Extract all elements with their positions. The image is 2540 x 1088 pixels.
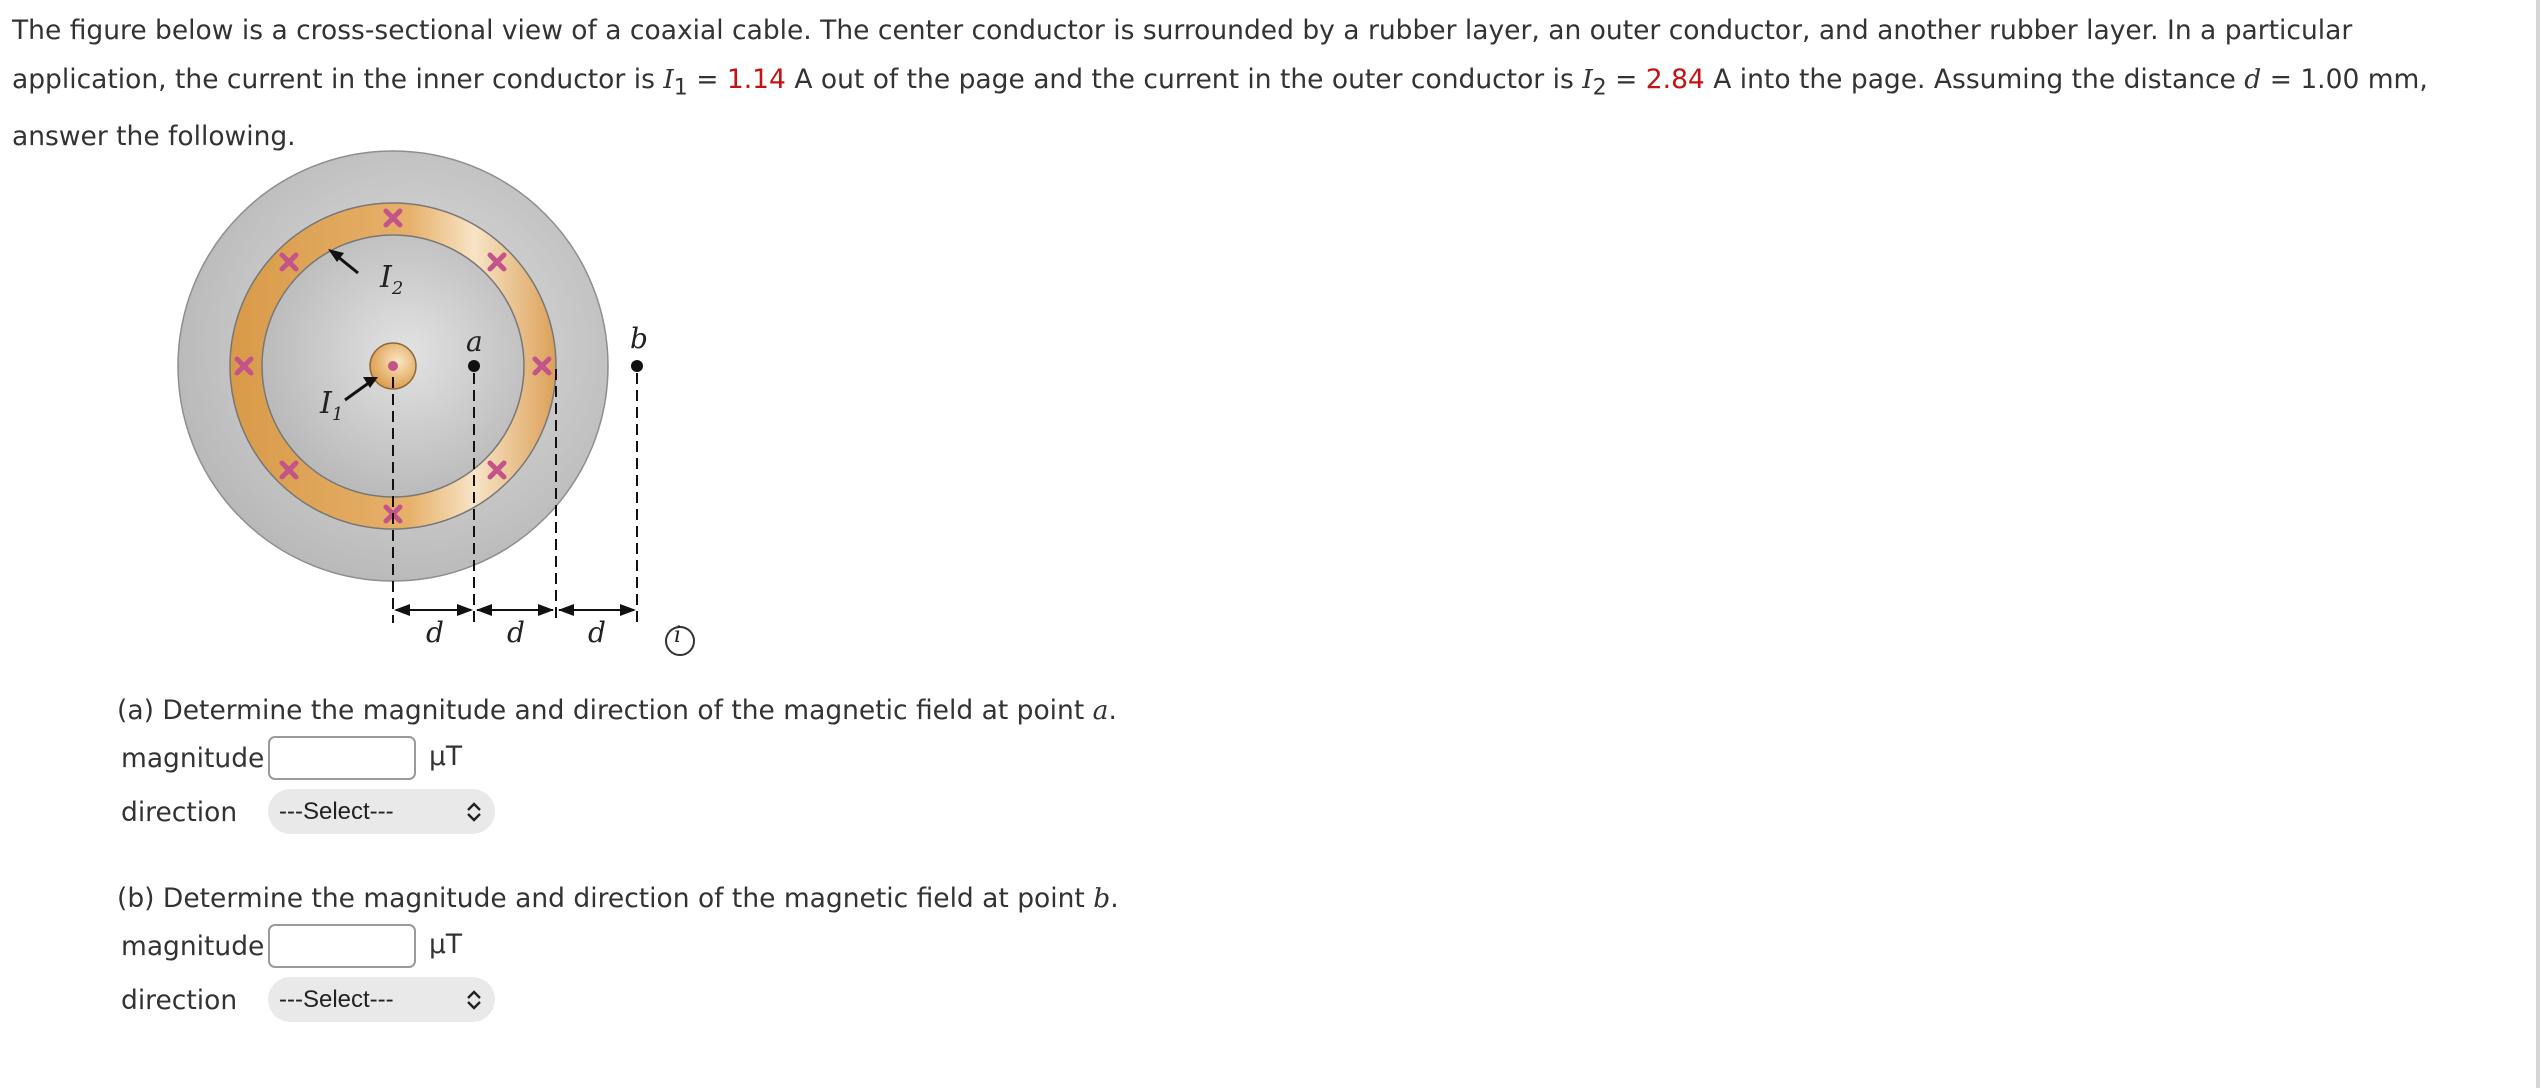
part-b-direction-value: ---Select--- — [279, 986, 394, 1013]
statement-text: = 1.00 mm, answer the following. — [12, 64, 2428, 153]
part-a-direction-value: ---Select--- — [279, 798, 394, 825]
part-a-question: (a) Determine the magnitude and direction of the magnetic field at point a. — [117, 695, 1117, 726]
updown-chevron-icon — [465, 988, 483, 1012]
page-scrollbar[interactable] — [2536, 0, 2540, 1088]
point-b-dot — [631, 360, 643, 372]
coaxial-cable-figure — [160, 145, 720, 665]
coaxial-cable-diagram — [160, 145, 720, 665]
part-b-magnitude-label: magnitude — [121, 931, 265, 962]
i2-subscript: 2 — [1592, 75, 1607, 101]
point-b-label: b — [630, 322, 648, 355]
statement-text: The figure below is a cross-sectional view of a coaxial cable. The center conductor is surrounded by a rubber layer, an outer conductor, and another rubber layer. In a particular application, the current in the inner conductor is — [12, 15, 2353, 95]
i2-value: 2.84 — [1645, 64, 1705, 95]
d-label-3: d — [588, 616, 606, 649]
i2-symbol: I — [1582, 64, 1593, 95]
part-b-question: (b) Determine the magnitude and direction of the magnetic field at point b. — [117, 883, 1119, 914]
part-a-direction-select[interactable] — [268, 789, 495, 834]
statement-text: A out of the page and the current in the outer conductor is — [785, 64, 1583, 95]
updown-chevron-icon — [465, 800, 483, 824]
d-label-2: d — [507, 616, 525, 649]
equals-sign: = — [687, 64, 727, 95]
i1-label: $I_1$ — [320, 386, 344, 425]
point-a-dot — [468, 360, 480, 372]
point-a-label: a — [466, 325, 483, 358]
dimension-arrows — [394, 604, 636, 616]
i2-label: $I_2$ — [380, 260, 404, 299]
problem-statement — [12, 6, 2512, 161]
i1-subscript: 1 — [673, 75, 688, 101]
i1-symbol: I — [663, 64, 674, 95]
part-a-direction-label: direction — [121, 797, 238, 828]
part-a-magnitude-label: magnitude — [121, 743, 265, 774]
equals-sign: = — [1606, 64, 1646, 95]
part-a-unit: μT — [429, 741, 463, 772]
d-symbol: d — [2244, 64, 2262, 95]
d-label-1: d — [426, 616, 444, 649]
part-b-direction-select[interactable] — [268, 977, 495, 1022]
part-b-unit: μT — [429, 929, 463, 960]
part-a-magnitude-input[interactable] — [268, 736, 416, 780]
out-of-page-dot — [388, 361, 398, 371]
part-b-magnitude-input[interactable] — [268, 924, 416, 968]
part-b-direction-label: direction — [121, 985, 238, 1016]
info-glyph[interactable]: i — [674, 623, 682, 648]
i1-value: 1.14 — [726, 64, 786, 95]
statement-text: A into the page. Assuming the distance — [1704, 64, 2245, 95]
